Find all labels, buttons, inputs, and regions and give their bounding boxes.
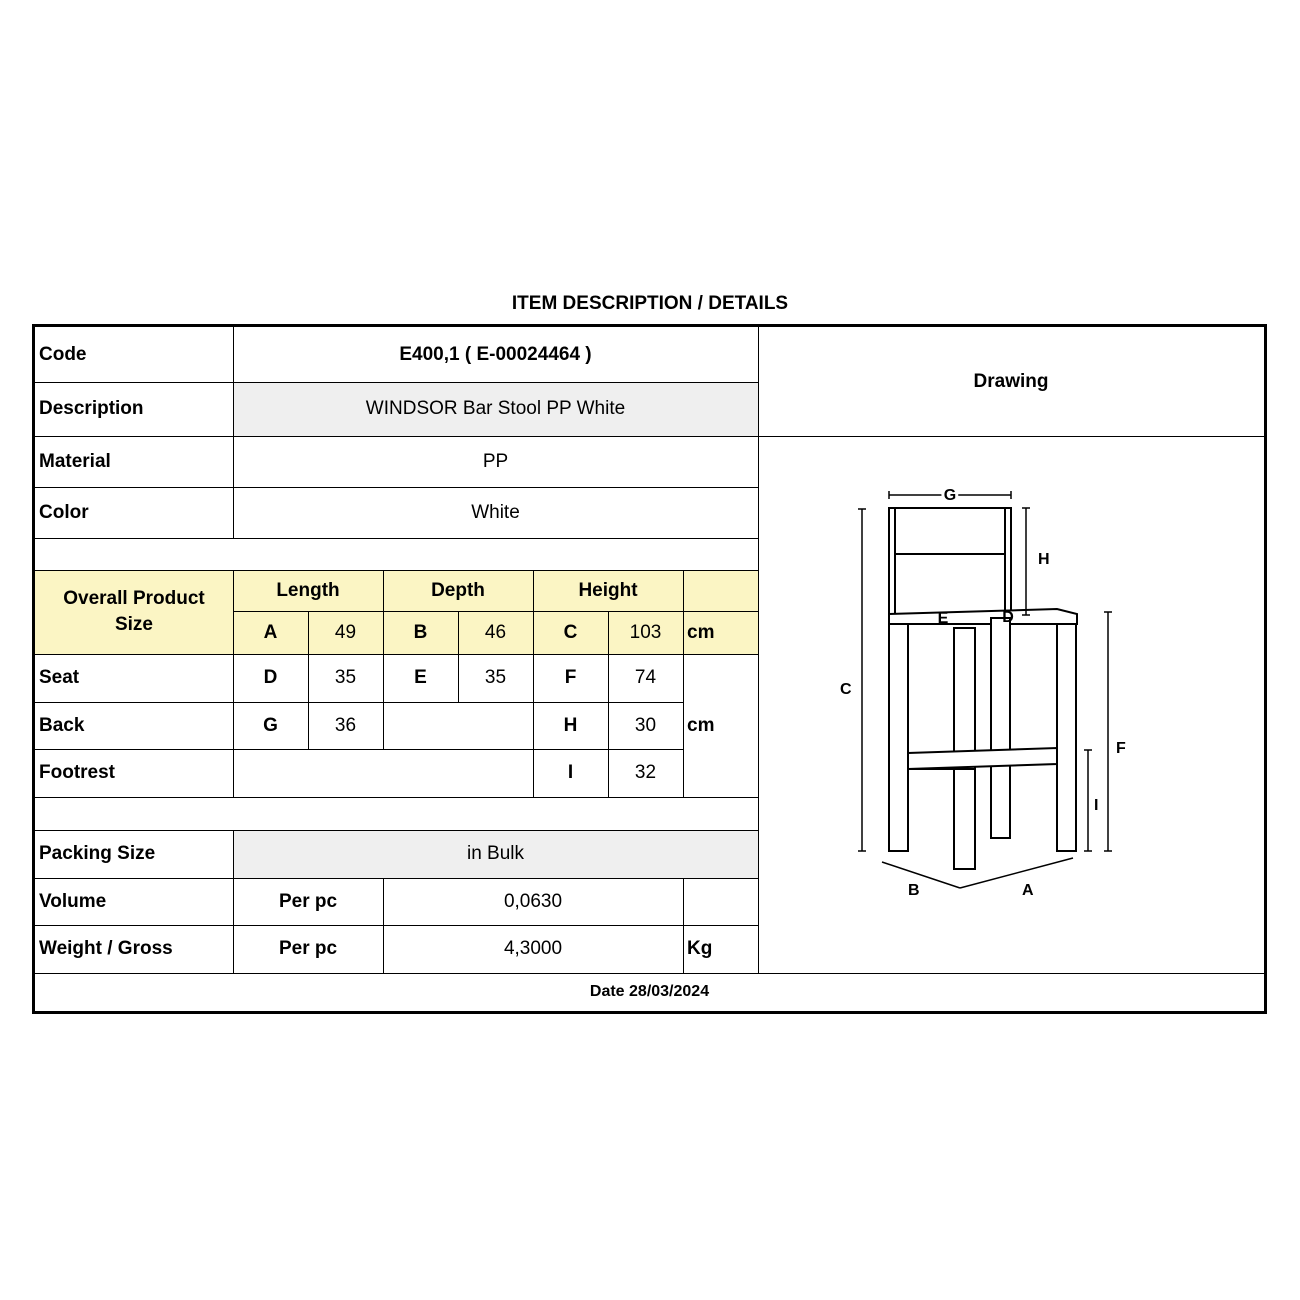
volume-per: Per pc: [278, 890, 338, 912]
weight-value: 4,3000: [503, 938, 563, 959]
footrest-label: Footrest: [39, 762, 115, 783]
drawing-label: Drawing: [973, 370, 1049, 392]
dim-letter-i: I: [1094, 797, 1099, 814]
packing-value: in Bulk: [466, 843, 525, 864]
dims-unit: cm: [687, 714, 715, 736]
overall-unit: cm: [687, 621, 715, 643]
volume-unit: [683, 878, 758, 925]
date-footer: Date 28/03/2024: [589, 983, 710, 1000]
overall-letter-a: A: [263, 621, 278, 643]
height-header: Height: [578, 579, 638, 601]
bar-stool-drawing: [758, 436, 1264, 973]
weight-unit: Kg: [687, 938, 713, 959]
page-title: ITEM DESCRIPTION / DETAILS: [511, 293, 789, 314]
color-label: Color: [39, 501, 89, 523]
volume-value: 0,0630: [503, 890, 563, 912]
back-letter-g: G: [263, 714, 278, 736]
dim-letter-c: C: [840, 681, 852, 698]
material-label: Material: [39, 450, 111, 472]
back-label: Back: [39, 714, 85, 736]
back-value-g: 36: [334, 714, 357, 736]
overall-value-b: 46: [484, 621, 507, 643]
weight-label: Weight / Gross: [39, 938, 173, 959]
material-value: PP: [482, 450, 509, 472]
dim-letter-h: H: [1038, 551, 1050, 568]
back-letter-h: H: [563, 714, 578, 736]
length-header: Length: [276, 579, 340, 601]
dim-letter-d: D: [1002, 609, 1014, 626]
seat-value-d: 35: [334, 667, 357, 688]
code-label: Code: [39, 343, 87, 365]
depth-header: Depth: [431, 579, 485, 601]
dim-letter-e: E: [937, 610, 949, 627]
seat-letter-d: D: [263, 667, 278, 688]
description-label: Description: [39, 398, 144, 419]
seat-value-f: 74: [634, 667, 657, 688]
seat-value-e: 35: [484, 667, 507, 688]
weight-per: Per pc: [278, 938, 338, 959]
description-value: WINDSOR Bar Stool PP White: [365, 398, 626, 419]
seat-letter-e: E: [414, 667, 427, 688]
packing-label: Packing Size: [39, 843, 156, 864]
volume-label: Volume: [39, 890, 107, 912]
color-value: White: [471, 501, 520, 523]
dim-letter-g: G: [943, 487, 957, 504]
code-value: E400,1 ( E-00024464 ): [399, 343, 592, 365]
overall-size-label: Overall Product Size: [63, 588, 205, 635]
overall-value-c: 103: [629, 621, 662, 643]
footrest-letter-i: I: [567, 762, 574, 783]
footrest-value-i: 32: [634, 762, 657, 783]
dim-letter-b: B: [908, 882, 920, 899]
seat-label: Seat: [39, 667, 80, 688]
dim-letter-a: A: [1022, 882, 1034, 899]
spec-sheet: [32, 324, 1267, 1014]
back-value-h: 30: [634, 714, 657, 736]
overall-letter-b: B: [413, 621, 428, 643]
overall-value-a: 49: [334, 621, 357, 643]
overall-letter-c: C: [563, 621, 578, 643]
dim-letter-f: F: [1116, 740, 1126, 757]
seat-letter-f: F: [564, 667, 577, 688]
